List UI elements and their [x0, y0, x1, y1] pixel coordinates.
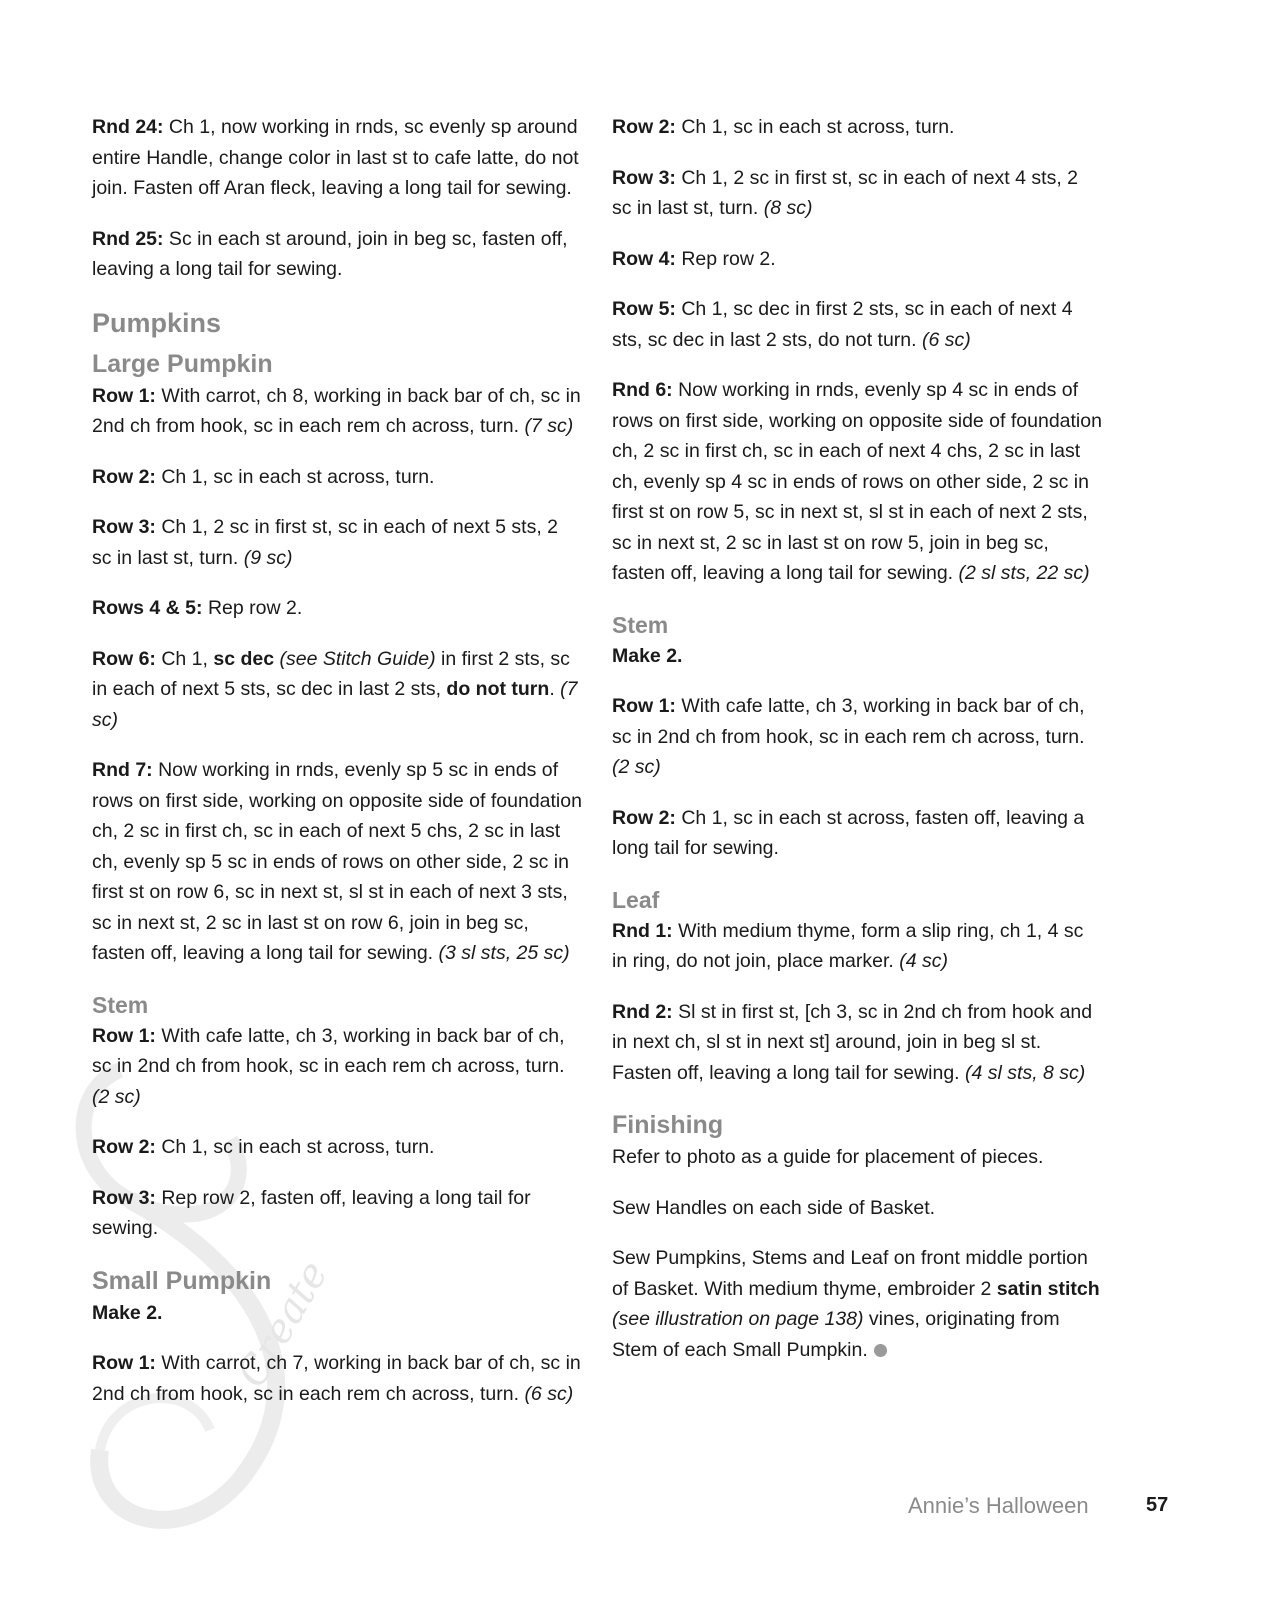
rnd-24: Rnd 24: Ch 1, now working in rnds, sc evenly sp around entire Handle, change color in last st to cafe latte, do not join. Fasten off Aran fleck, leaving a long tail for sewing. [92, 116, 579, 199]
large-pumpkin-heading: Large Pumpkin [92, 349, 273, 378]
end-mark-dot-icon [874, 1344, 887, 1357]
footer-page-number: 57 [1146, 1494, 1169, 1516]
small-stem-row-2: Row 2: Ch 1, sc in each st across, fasten off, leaving a long tail for sewing. [612, 806, 1085, 859]
leaf-heading: Leaf [612, 886, 660, 913]
large-stem-heading: Stem [92, 991, 149, 1018]
small-stem-make: Make 2. [612, 644, 683, 667]
leaf-rnd-2: Rnd 2: Sl st in first st, [ch 3, sc in 2nd ch from hook and in next ch, sl st in next st] around, join in beg sl st. Fasten off, leaving a long tail for sewing. (4 sl sts, 8 sc) [612, 1000, 1093, 1084]
watermark-text: Create [228, 1253, 338, 1395]
large-stem-row-1: Row 1: With cafe latte, ch 3, working in back bar of ch, sc in 2nd ch from hook, sc in each rem ch across, turn. (2 sc) [92, 1024, 565, 1108]
right-column [612, 112, 1102, 1385]
small-pumpkin-row-4: Row 4: Rep row 2. [612, 247, 776, 270]
large-pumpkin-row-6: Row 6: Ch 1, sc dec (see Stitch Guide) in first 2 sts, sc in each of next 5 sts, sc dec in last 2 sts, do not turn. (7 sc) [92, 647, 578, 731]
small-pumpkin-row-1: Row 1: With carrot, ch 7, working in back bar of ch, sc in 2nd ch from hook, sc in each rem ch across, turn. (6 sc) [92, 1352, 581, 1405]
finishing-para-3: Sew Pumpkins, Stems and Leaf on front middle portion of Basket. With medium thyme, embroider 2 satin stitch (see illustration on page 138) vines, originating from Stem of each Small Pumpkin. [612, 1247, 1100, 1361]
leaf-rnd-1: Rnd 1: With medium thyme, form a slip ring, ch 1, 4 sc in ring, do not join, place marker. (4 sc) [612, 919, 1084, 972]
large-pumpkin-row-2: Row 2: Ch 1, sc in each st across, turn. [92, 465, 435, 488]
small-pumpkin-heading: Small Pumpkin [92, 1266, 272, 1295]
finishing-para-1: Refer to photo as a guide for placement of pieces. [612, 1146, 1044, 1168]
large-stem-row-3: Row 3: Rep row 2, fasten off, leaving a long tail for sewing. [92, 1186, 531, 1239]
large-pumpkin-rnd-7: Rnd 7: Now working in rnds, evenly sp 5 sc in ends of rows on first side, working on opposite side of foundation ch, 2 sc in first ch, sc in each of next 5 chs, 2 sc in last ch, evenly sp 5 sc in ends of rows on other side, 2 sc in first st on row 6, sc in next st, sl st in each of next 3 sts, sc in next st, 2 sc in last st on row 6, join in beg sc, fasten off, leaving a long tail for sewing. (3 sl sts, 25 sc) [92, 759, 582, 964]
finishing-heading: Finishing [612, 1111, 724, 1139]
small-pumpkin-row-2: Row 2: Ch 1, sc in each st across, turn. [612, 116, 955, 138]
finishing-para-2: Sew Handles on each side of Basket. [612, 1196, 936, 1219]
small-pumpkin-rnd-6: Rnd 6: Now working in rnds, evenly sp 4 sc in ends of rows on first side, working on opposite side of foundation ch, 2 sc in first ch, sc in each of next 4 chs, 2 sc in last ch, evenly sp 4 sc in ends of rows on other side, 2 sc in first st on row 5, sc in next st, sl st in each of next 2 sts, sc in next st, 2 sc in last st on row 5, join in beg sc, fasten off, leaving a long tail for sewing. (2 sl sts, 22 sc) [612, 379, 1102, 584]
small-pumpkin-row-5: Row 5: Ch 1, sc dec in first 2 sts, sc in each of next 4 sts, sc dec in last 2 sts, do not turn. (6 sc) [612, 298, 1073, 351]
large-stem-row-2: Row 2: Ch 1, sc in each st across, turn. [92, 1136, 435, 1158]
small-stem-heading: Stem [612, 611, 669, 638]
rnd-25: Rnd 25: Sc in each st around, join in beg sc, fasten off, leaving a long tail for sewing. [92, 227, 568, 280]
left-column [92, 112, 582, 1429]
small-stem-row-1: Row 1: With cafe latte, ch 3, working in back bar of ch, sc in 2nd ch from hook, sc in each rem ch across, turn. (2 sc) [612, 695, 1085, 778]
large-pumpkin-rows-4-5: Rows 4 & 5: Rep row 2. [92, 597, 303, 619]
small-pumpkin-make: Make 2. [92, 1301, 163, 1324]
footer-book-title: Annie’s Halloween [908, 1493, 1089, 1518]
large-pumpkin-row-1: Row 1: With carrot, ch 8, working in back bar of ch, sc in 2nd ch from hook, sc in each rem ch across, turn. (7 sc) [92, 384, 581, 437]
small-pumpkin-row-3: Row 3: Ch 1, 2 sc in first st, sc in each of next 4 sts, 2 sc in last st, turn. (8 sc) [612, 166, 1079, 219]
large-pumpkin-row-3: Row 3: Ch 1, 2 sc in first st, sc in each of next 5 sts, 2 sc in last st, turn. (9 sc) [92, 516, 559, 569]
pumpkins-heading: Pumpkins [92, 307, 222, 338]
